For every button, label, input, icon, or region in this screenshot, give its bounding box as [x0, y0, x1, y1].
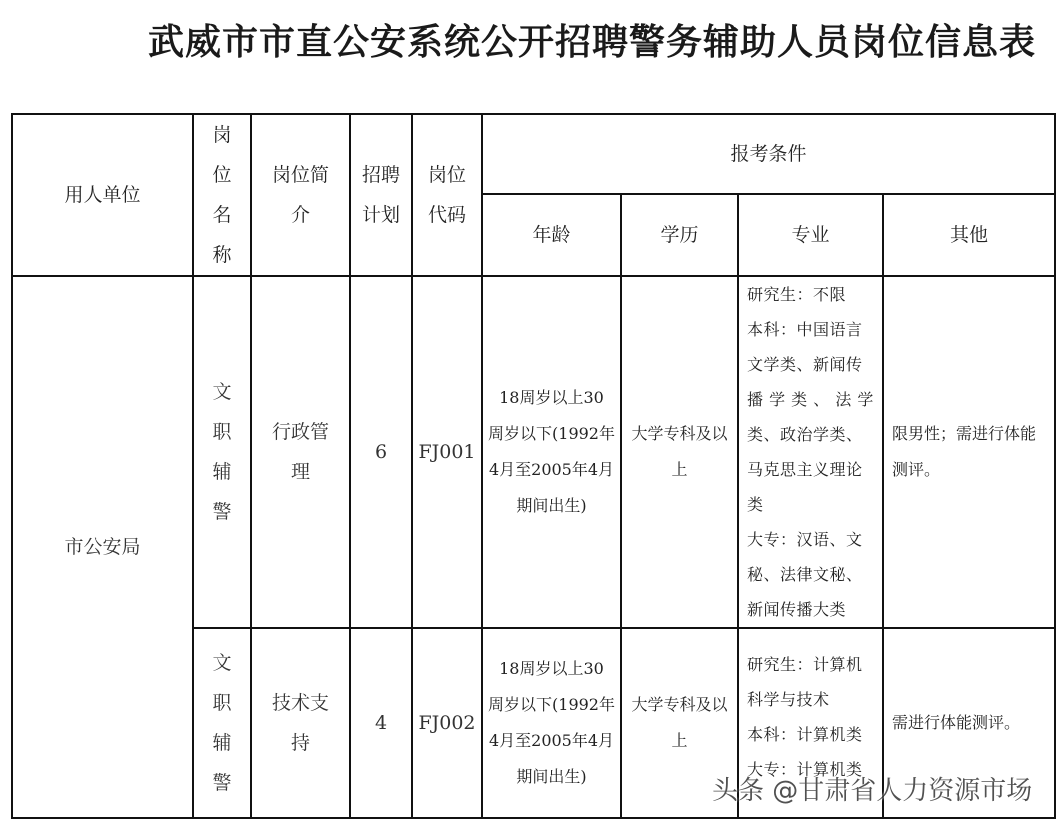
header-education: 学历	[621, 194, 738, 276]
header-major: 专业	[738, 194, 883, 276]
header-plan: 招聘 计划	[350, 114, 412, 276]
row2-post-name: 文 职 辅 警	[193, 628, 251, 818]
row2-age: 18周岁以上30 周岁以下(1992年 4月至2005年4月 期间出生)	[482, 628, 621, 818]
row1-age: 18周岁以上30 周岁以下(1992年 4月至2005年4月 期间出生)	[482, 276, 621, 628]
page-title: 武威市市直公安系统公开招聘警务辅助人员岗位信息表	[147, 21, 1036, 63]
row1-post-name: 文 职 辅 警	[193, 276, 251, 628]
row2-plan: 4	[350, 628, 412, 818]
row1-code: FJ001	[412, 276, 482, 628]
header-unit: 用人单位	[12, 114, 193, 276]
row1-education: 大学专科及以 上	[621, 276, 738, 628]
row2-major: 研究生：计算机 科学与技术 本科：计算机类 大专：计算机类	[738, 628, 883, 818]
unit-cell: 市公安局	[12, 276, 193, 818]
row2-other: 需进行体能测评。	[883, 628, 1055, 818]
row2-education: 大学专科及以 上	[621, 628, 738, 818]
row2-code: FJ002	[412, 628, 482, 818]
watermark: 头条 @甘肃省人力资源市场	[712, 776, 1033, 806]
row1-major: 研究生：不限 本科：中国语言 文学类、新闻传 播 学 类 、 法 学 类、政治学类、 马克思主义理论 类 大专：汉语、文 秘、法律文秘、 新闻传播大类	[738, 276, 883, 628]
header-conditions: 报考条件	[482, 114, 1055, 194]
header-post-name: 岗 位 名 称	[193, 114, 251, 276]
recruitment-table	[11, 113, 1056, 819]
header-post-intro: 岗位简 介	[251, 114, 350, 276]
header-other: 其他	[883, 194, 1055, 276]
header-code: 岗位 代码	[412, 114, 482, 276]
row2-intro: 技术支 持	[251, 628, 350, 818]
row1-plan: 6	[350, 276, 412, 628]
row1-other: 限男性；需进行体能 测评。	[883, 276, 1055, 628]
header-age: 年龄	[482, 194, 621, 276]
row1-intro: 行政管 理	[251, 276, 350, 628]
